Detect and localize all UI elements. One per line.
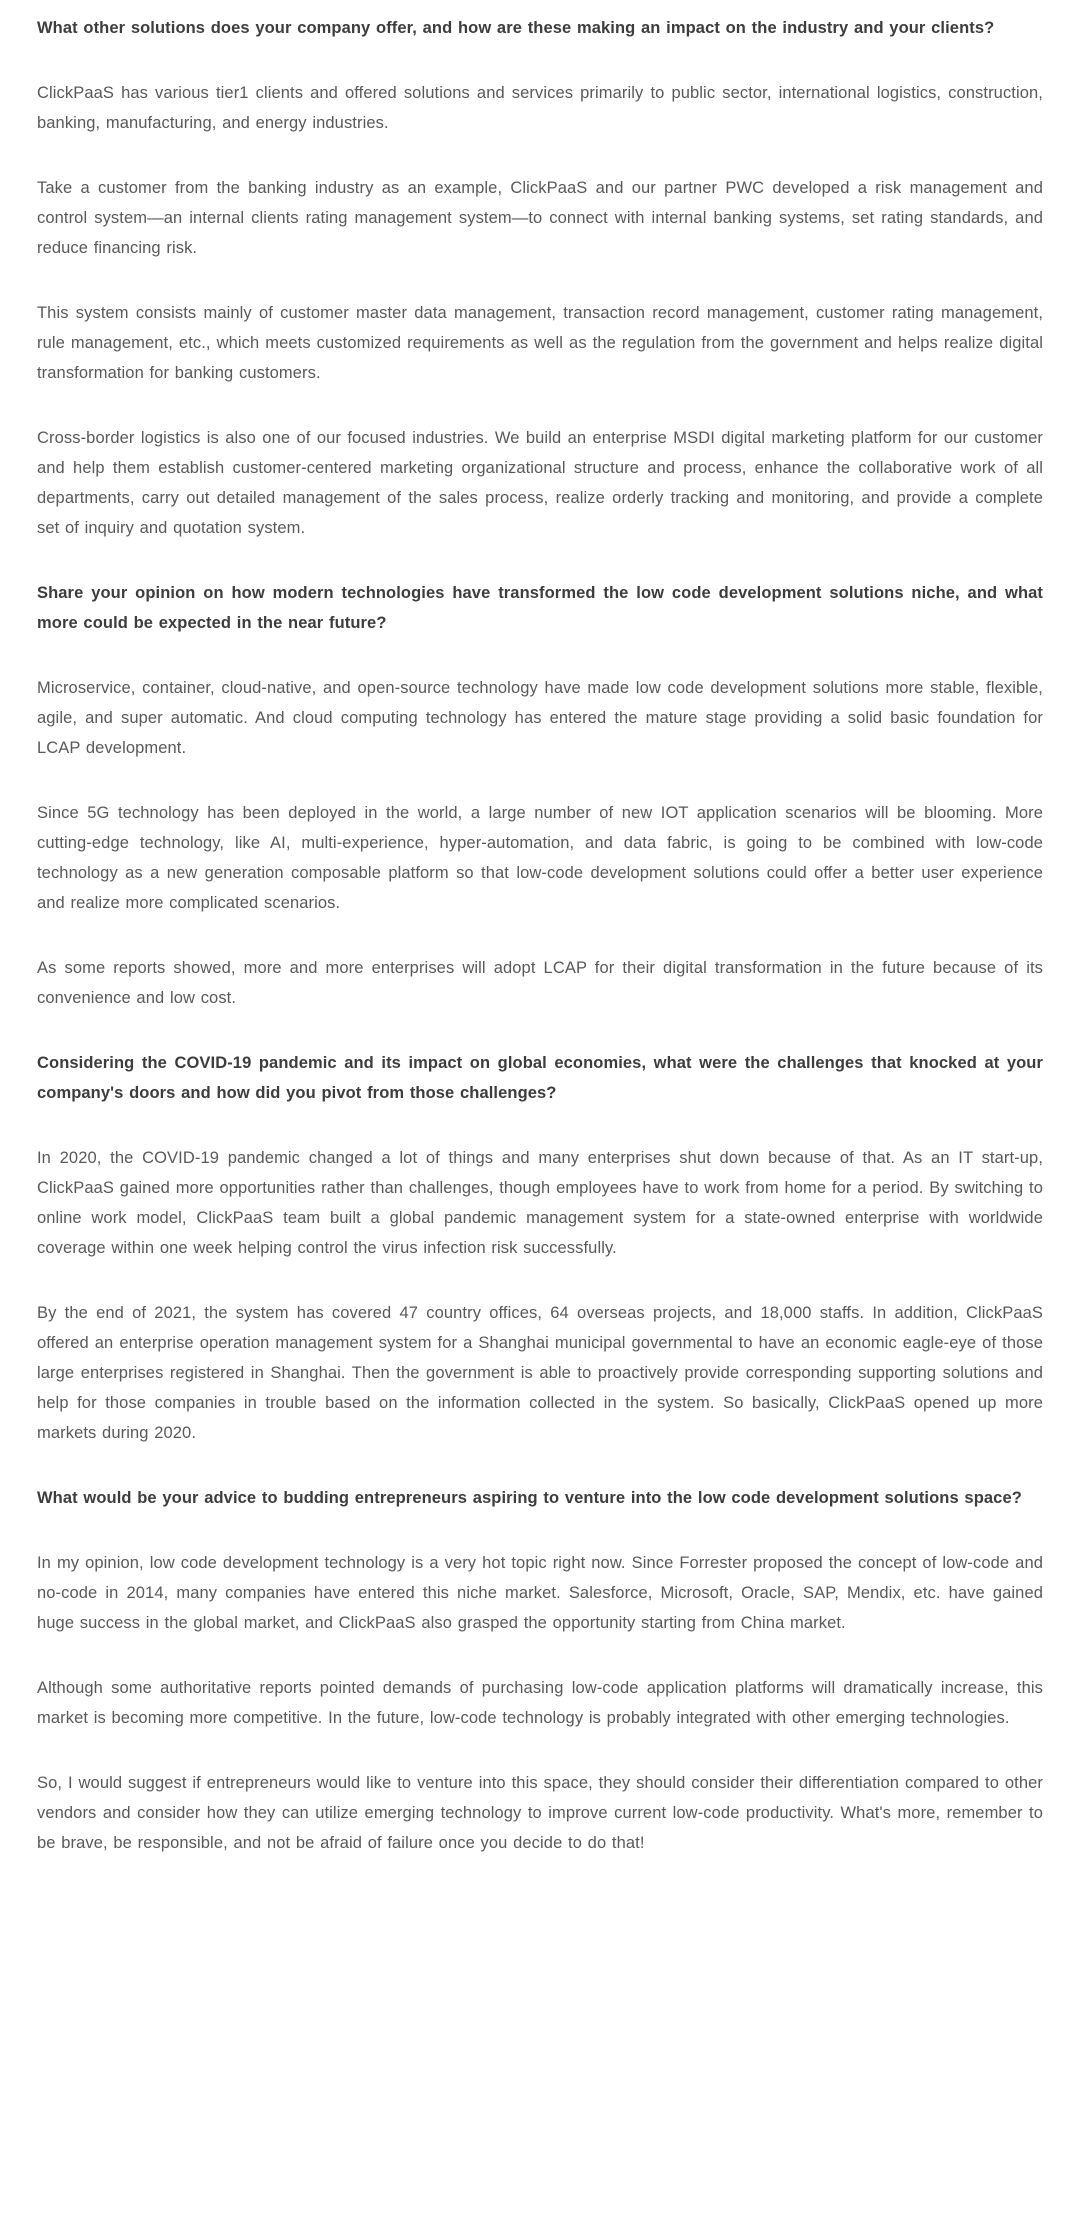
article-paragraph: This system consists mainly of customer master data management, transaction record management, customer rating management, rule management, etc., which meets customized requirements as well as the regulation from the government and helps realize digital transformation for banking customers. [37,304,1043,382]
question-heading: What would be your advice to budding entrepreneurs aspiring to venture into the low code development solutions space? [37,1489,1022,1507]
article-paragraph: As some reports showed, more and more enterprises will adopt LCAP for their digital transformation in the future because of its convenience and low cost. [37,959,1043,1007]
question-heading: Share your opinion on how modern technologies have transformed the low code development solutions niche, and what more could be expected in the near future? [37,584,1043,632]
article-paragraph: ClickPaaS has various tier1 clients and offered solutions and services primarily to public sector, international logistics, construction, banking, manufacturing, and energy industries. [37,84,1043,132]
article-paragraph: So, I would suggest if entrepreneurs would like to venture into this space, they should consider their differentiation compared to other vendors and consider how they can utilize emerging technology to improve current low-code productivity. What's more, remember to be brave, be responsible, and not be afraid of failure once you decide to do that! [37,1774,1043,1852]
question-heading: What other solutions does your company offer, and how are these making an impact on the industry and your clients? [37,19,995,37]
article-paragraph: Microservice, container, cloud-native, and open-source technology have made low code development solutions more stable, flexible, agile, and super automatic. And cloud computing technology has entered the mature stage providing a solid basic foundation for LCAP development. [37,679,1043,757]
article-paragraph: By the end of 2021, the system has covered 47 country offices, 64 overseas projects, and 18,000 staffs. In addition, ClickPaaS offered an enterprise operation management system for a Shanghai municipal governmental to have an economic eagle-eye of those large enterprises registered in Shanghai. Then the government is able to proactively provide corresponding supporting solutions and help for those companies in trouble based on the information collected in the system. So basically, ClickPaaS opened up more markets during 2020. [37,1304,1043,1442]
question-heading: Considering the COVID-19 pandemic and its impact on global economies, what were the challenges that knocked at your company's doors and how did you pivot from those challenges? [37,1054,1043,1102]
article-paragraph: Since 5G technology has been deployed in the world, a large number of new IOT application scenarios will be blooming. More cutting-edge technology, like AI, multi-experience, hyper-automation, and data fabric, is going to be combined with low-code technology as a new generation composable platform so that low-code development solutions could offer a better user experience and realize more complicated scenarios. [37,804,1043,912]
article-paragraph: In my opinion, low code development technology is a very hot topic right now. Since Forrester proposed the concept of low-code and no-code in 2014, many companies have entered this niche market. Salesforce, Microsoft, Oracle, SAP, Mendix, etc. have gained huge success in the global market, and ClickPaaS also grasped the opportunity starting from China market. [37,1554,1043,1632]
article-paragraph: In 2020, the COVID-19 pandemic changed a lot of things and many enterprises shut down because of that. As an IT start-up, ClickPaaS gained more opportunities rather than challenges, though employees have to work from home for a period. By switching to online work model, ClickPaaS team built a global pandemic management system for a state-owned enterprise with worldwide coverage within one week helping control the virus infection risk successfully. [37,1149,1043,1257]
article-paragraph: Cross-border logistics is also one of our focused industries. We build an enterprise MSDI digital marketing platform for our customer and help them establish customer-centered marketing organizational structure and process, enhance the collaborative work of all departments, carry out detailed management of the sales process, realize orderly tracking and monitoring, and provide a complete set of inquiry and quotation system. [37,429,1043,537]
article-paragraph: Take a customer from the banking industry as an example, ClickPaaS and our partner PWC developed a risk management and control system—an internal clients rating management system—to connect with internal banking systems, set rating standards, and reduce financing risk. [37,179,1043,257]
article-paragraph: Although some authoritative reports pointed demands of purchasing low-code application platforms will dramatically increase, this market is becoming more competitive. In the future, low-code technology is probably integrated with other emerging technologies. [37,1679,1043,1727]
